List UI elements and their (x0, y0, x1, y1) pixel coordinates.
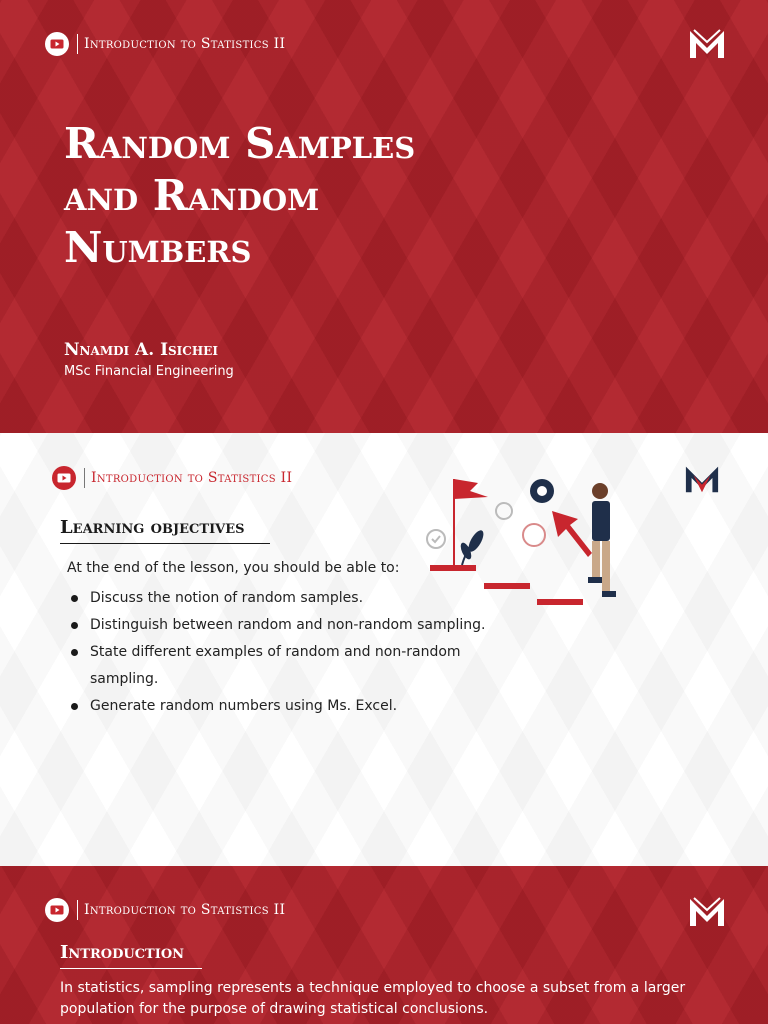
course-header (52, 466, 292, 490)
lesson-title (64, 118, 504, 274)
brand-logo-icon (688, 28, 726, 60)
author-name: Nnamdi A. Isichei (64, 340, 218, 360)
introduction-paragraph: In statistics, sampling represents a technique employed to choose a subset from a larger population for the purpose of drawing statistical conclusions. (60, 980, 686, 1017)
course-title: Introduction to Statistics II (91, 470, 293, 486)
objectives-slide (0, 433, 768, 866)
heading-underline (60, 968, 202, 969)
title-line-2: and Random (64, 171, 320, 220)
list-item: State different examples of random and non-random sampling. (68, 639, 498, 693)
bullet-icon (71, 595, 78, 602)
header-divider (77, 34, 78, 54)
growth-stairs-illustration (420, 453, 650, 613)
introduction-slide (0, 866, 768, 1024)
brand-logo-icon (684, 463, 720, 495)
objectives-intro: At the end of the lesson, you should be able to: (67, 560, 400, 576)
course-title: Introduction to Statistics II (84, 902, 286, 918)
video-icon (45, 32, 69, 56)
heading-underline (60, 543, 270, 544)
list-item: Generate random numbers using Ms. Excel. (68, 693, 498, 720)
introduction-heading: Introduction (60, 942, 185, 963)
course-title: Introduction to Statistics II (84, 36, 286, 52)
video-icon (45, 898, 69, 922)
title-line-1: Random Samples (64, 119, 416, 168)
list-item: Distinguish between random and non-random sampling. (68, 612, 498, 639)
bullet-icon (71, 703, 78, 710)
header-divider (77, 900, 78, 920)
objectives-heading: Learning objectives (60, 517, 245, 538)
brand-logo-icon (688, 896, 726, 928)
video-icon (52, 466, 76, 490)
bullet-icon (71, 649, 78, 656)
bullet-icon (71, 622, 78, 629)
course-header (45, 898, 285, 922)
list-item: Discuss the notion of random samples. (68, 585, 498, 612)
course-header (45, 32, 285, 56)
author-degree: MSc Financial Engineering (64, 364, 234, 379)
cover-slide (0, 0, 768, 433)
title-line-3: Numbers (64, 223, 252, 272)
header-divider (84, 468, 85, 488)
